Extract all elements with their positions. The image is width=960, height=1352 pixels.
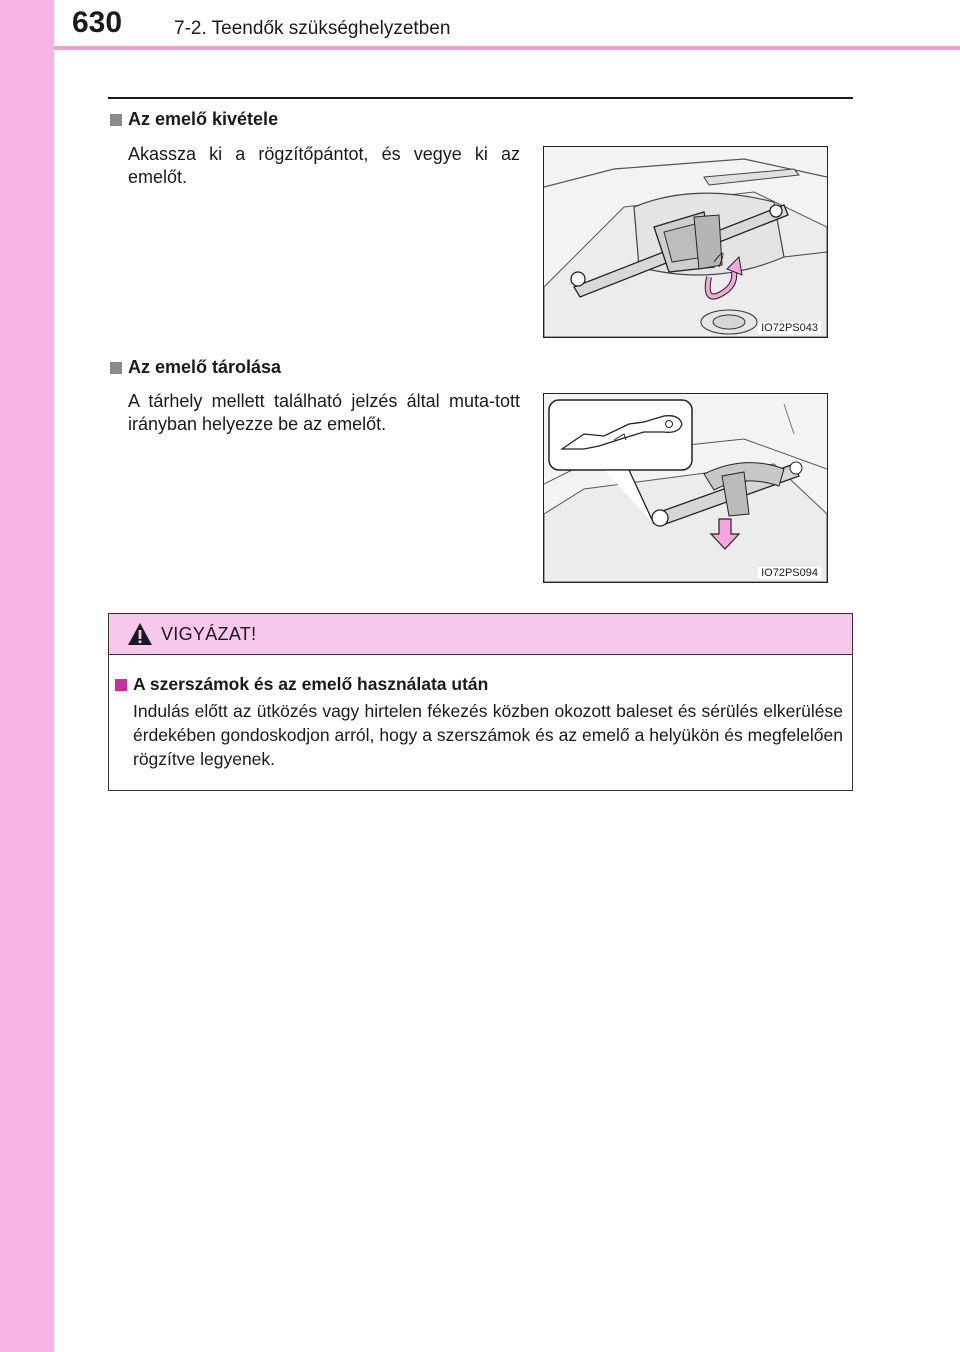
warning-header xyxy=(109,614,852,655)
section-title: Az emelő kivétele xyxy=(128,109,279,129)
section-heading-remove-jack xyxy=(110,109,278,130)
side-accent-strip xyxy=(0,0,54,1352)
figure-code: IO72PS094 xyxy=(758,567,821,579)
square-bullet-icon xyxy=(110,362,122,374)
warning-subheading xyxy=(115,674,488,695)
section-title: Az emelő tárolása xyxy=(128,357,282,377)
section-text: Akassza ki a rögzítőpántot, és vegye ki az emelőt. xyxy=(128,144,520,187)
warning-triangle-icon xyxy=(127,622,153,646)
square-bullet-icon xyxy=(110,114,122,126)
warning-subtitle: A szerszámok és az emelő használata után xyxy=(133,674,489,694)
jack-removal-illustration xyxy=(543,146,828,338)
jack-storage-drawing xyxy=(544,394,827,582)
warning-title: VIGYÁZAT! xyxy=(161,623,257,644)
section-text: A tárhely mellett található jelzés által muta-tott irányban helyezze be az emelőt. xyxy=(128,391,520,434)
section-rule xyxy=(108,97,853,99)
page-number: 630 xyxy=(72,6,123,39)
figure-code: IO72PS043 xyxy=(758,322,821,334)
square-bullet-icon xyxy=(115,679,127,691)
warning-text: Indulás előtt az ütközés vagy hirtelen fékezés közben okozott baleset és sérülés elkerülése érdekében gondoskodjon arról, hogy a szerszámok és az emelő a helyükön és megfelelően rögzítve legyenek. xyxy=(133,701,843,769)
jack-removal-drawing xyxy=(544,147,827,337)
chapter-title: 7-2. Teendők szükséghelyzetben xyxy=(174,18,451,39)
jack-storage-illustration xyxy=(543,393,828,583)
header-divider xyxy=(54,46,960,50)
section-heading-store-jack xyxy=(110,357,281,378)
warning-box xyxy=(108,613,853,791)
